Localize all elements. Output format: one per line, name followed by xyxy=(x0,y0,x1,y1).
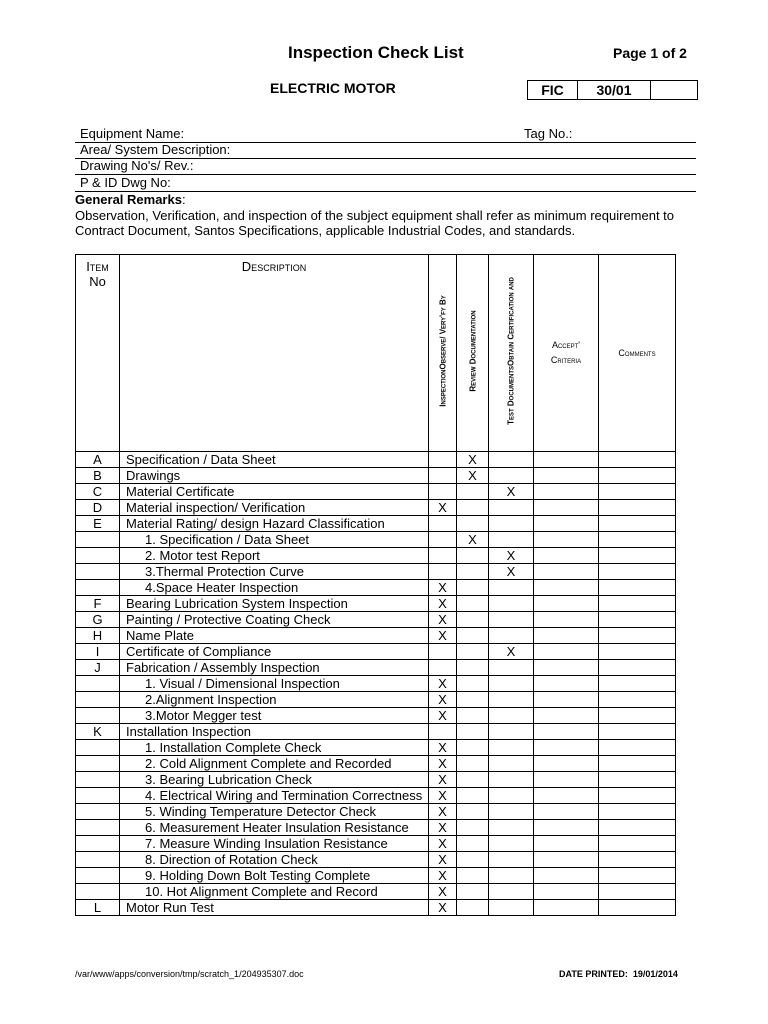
accept-criteria-cell xyxy=(534,532,599,548)
area-system-line xyxy=(75,142,696,159)
review-mark xyxy=(457,692,489,708)
table-row xyxy=(76,548,676,564)
test-mark xyxy=(489,660,534,676)
pid-label: P & ID Dwg No: xyxy=(80,175,171,190)
general-remarks-heading: General Remarks: xyxy=(75,192,186,207)
col-item-header: Item No xyxy=(76,255,120,452)
col-description-header: Description xyxy=(120,255,429,452)
comments-cell xyxy=(599,468,676,484)
inspection-mark: X xyxy=(429,884,457,900)
doc-code-number: 30/01 xyxy=(578,81,651,99)
review-mark: X xyxy=(457,468,489,484)
inspection-mark xyxy=(429,452,457,468)
review-mark xyxy=(457,868,489,884)
date-printed: DATE PRINTED: 19/01/2014 xyxy=(559,969,678,979)
accept-criteria-cell xyxy=(534,756,599,772)
comments-cell xyxy=(599,756,676,772)
accept-criteria-cell xyxy=(534,628,599,644)
table-row xyxy=(76,868,676,884)
item-description: 2. Motor test Report xyxy=(120,548,429,564)
test-mark xyxy=(489,628,534,644)
accept-criteria-cell xyxy=(534,884,599,900)
inspection-mark: X xyxy=(429,708,457,724)
item-description: Material Certificate xyxy=(120,484,429,500)
inspection-mark xyxy=(429,548,457,564)
review-mark xyxy=(457,788,489,804)
item-no: I xyxy=(76,644,120,660)
inspection-mark: X xyxy=(429,756,457,772)
accept-criteria-cell xyxy=(534,692,599,708)
item-description: Motor Run Test xyxy=(120,900,429,916)
accept-criteria-cell xyxy=(534,548,599,564)
item-description: 1. Visual / Dimensional Inspection xyxy=(120,676,429,692)
review-mark xyxy=(457,484,489,500)
inspection-mark xyxy=(429,484,457,500)
review-mark xyxy=(457,580,489,596)
review-mark xyxy=(457,596,489,612)
comments-cell xyxy=(599,500,676,516)
comments-cell xyxy=(599,676,676,692)
table-row xyxy=(76,836,676,852)
test-mark xyxy=(489,596,534,612)
accept-criteria-cell xyxy=(534,484,599,500)
test-mark xyxy=(489,820,534,836)
item-no xyxy=(76,756,120,772)
inspection-mark: X xyxy=(429,612,457,628)
table-row xyxy=(76,516,676,532)
item-description: Name Plate xyxy=(120,628,429,644)
item-description: 10. Hot Alignment Complete and Record xyxy=(120,884,429,900)
table-row xyxy=(76,820,676,836)
item-description: Certificate of Compliance xyxy=(120,644,429,660)
test-mark xyxy=(489,772,534,788)
item-no xyxy=(76,532,120,548)
item-description: 3. Bearing Lubrication Check xyxy=(120,772,429,788)
review-mark xyxy=(457,756,489,772)
table-row xyxy=(76,772,676,788)
item-no xyxy=(76,788,120,804)
table-row xyxy=(76,724,676,740)
item-no xyxy=(76,708,120,724)
col-test-header: Test DocumentsObtain Certification and xyxy=(489,255,534,452)
review-mark xyxy=(457,564,489,580)
item-no xyxy=(76,852,120,868)
inspection-mark: X xyxy=(429,692,457,708)
item-no xyxy=(76,868,120,884)
review-mark xyxy=(457,644,489,660)
item-description: 7. Measure Winding Insulation Resistance xyxy=(120,836,429,852)
review-mark xyxy=(457,740,489,756)
item-no: D xyxy=(76,500,120,516)
table-row xyxy=(76,580,676,596)
comments-cell xyxy=(599,660,676,676)
item-description: Drawings xyxy=(120,468,429,484)
test-mark: X xyxy=(489,484,534,500)
item-description: Material Rating/ design Hazard Classification xyxy=(120,516,429,532)
comments-cell xyxy=(599,692,676,708)
item-description: Material inspection/ Verification xyxy=(120,500,429,516)
item-no: L xyxy=(76,900,120,916)
test-mark xyxy=(489,500,534,516)
inspection-mark: X xyxy=(429,836,457,852)
item-description: 5. Winding Temperature Detector Check xyxy=(120,804,429,820)
table-row xyxy=(76,884,676,900)
drawing-label: Drawing No's/ Rev.: xyxy=(80,158,194,173)
review-mark xyxy=(457,772,489,788)
inspection-mark xyxy=(429,724,457,740)
table-row xyxy=(76,756,676,772)
item-description: Fabrication / Assembly Inspection xyxy=(120,660,429,676)
test-mark xyxy=(489,836,534,852)
inspection-mark: X xyxy=(429,804,457,820)
item-no xyxy=(76,836,120,852)
col-comments-header: Comments xyxy=(599,255,676,452)
comments-cell xyxy=(599,772,676,788)
col-review-header: Review Documentation xyxy=(457,255,489,452)
doc-code-box xyxy=(527,80,698,100)
comments-cell xyxy=(599,532,676,548)
item-description: 8. Direction of Rotation Check xyxy=(120,852,429,868)
review-mark xyxy=(457,820,489,836)
inspection-mark: X xyxy=(429,596,457,612)
comments-cell xyxy=(599,852,676,868)
accept-criteria-cell xyxy=(534,852,599,868)
inspection-mark xyxy=(429,532,457,548)
item-description: 1. Installation Complete Check xyxy=(120,740,429,756)
item-no: E xyxy=(76,516,120,532)
table-row xyxy=(76,708,676,724)
accept-criteria-cell xyxy=(534,516,599,532)
test-mark xyxy=(489,788,534,804)
inspection-mark: X xyxy=(429,868,457,884)
item-description: Painting / Protective Coating Check xyxy=(120,612,429,628)
table-row xyxy=(76,660,676,676)
comments-cell xyxy=(599,804,676,820)
inspection-mark: X xyxy=(429,772,457,788)
item-description: 3.Thermal Protection Curve xyxy=(120,564,429,580)
table-row xyxy=(76,532,676,548)
comments-cell xyxy=(599,868,676,884)
item-no: B xyxy=(76,468,120,484)
test-mark: X xyxy=(489,564,534,580)
item-no: F xyxy=(76,596,120,612)
accept-criteria-cell xyxy=(534,836,599,852)
table-row xyxy=(76,852,676,868)
item-description: Installation Inspection xyxy=(120,724,429,740)
accept-criteria-cell xyxy=(534,868,599,884)
test-mark xyxy=(489,868,534,884)
item-description: 6. Measurement Heater Insulation Resistance xyxy=(120,820,429,836)
test-mark xyxy=(489,692,534,708)
accept-criteria-cell xyxy=(534,804,599,820)
comments-cell xyxy=(599,484,676,500)
table-row xyxy=(76,676,676,692)
review-mark xyxy=(457,548,489,564)
checklist-table xyxy=(75,254,676,916)
review-mark xyxy=(457,676,489,692)
test-mark xyxy=(489,612,534,628)
test-mark xyxy=(489,884,534,900)
test-mark xyxy=(489,804,534,820)
accept-criteria-cell xyxy=(534,660,599,676)
inspection-mark: X xyxy=(429,900,457,916)
review-mark: X xyxy=(457,452,489,468)
review-mark: X xyxy=(457,532,489,548)
tag-no-label: Tag No.: xyxy=(524,126,573,141)
item-no: G xyxy=(76,612,120,628)
table-row xyxy=(76,740,676,756)
inspection-mark: X xyxy=(429,820,457,836)
item-no xyxy=(76,564,120,580)
page-title: Inspection Check List xyxy=(288,43,464,62)
accept-criteria-cell xyxy=(534,644,599,660)
comments-cell xyxy=(599,788,676,804)
review-mark xyxy=(457,804,489,820)
review-mark xyxy=(457,628,489,644)
item-no xyxy=(76,884,120,900)
accept-criteria-cell xyxy=(534,612,599,628)
comments-cell xyxy=(599,836,676,852)
comments-cell xyxy=(599,708,676,724)
pid-line xyxy=(75,175,696,192)
inspection-mark xyxy=(429,516,457,532)
item-no xyxy=(76,740,120,756)
accept-criteria-cell xyxy=(534,564,599,580)
accept-criteria-cell xyxy=(534,452,599,468)
item-no xyxy=(76,692,120,708)
test-mark xyxy=(489,708,534,724)
accept-criteria-cell xyxy=(534,500,599,516)
document-subtitle: ELECTRIC MOTOR xyxy=(270,80,396,96)
table-row xyxy=(76,500,676,516)
test-mark xyxy=(489,468,534,484)
area-system-label: Area/ System Description: xyxy=(80,142,231,157)
review-mark xyxy=(457,612,489,628)
general-remarks-text: Observation, Verification, and inspection of the subject equipment shall refer as minimum requirement to Contract Document, Santos Specifications, applicable Industrial Codes, and standards. xyxy=(75,208,675,238)
review-mark xyxy=(457,724,489,740)
drawing-line xyxy=(75,158,696,175)
review-mark xyxy=(457,660,489,676)
comments-cell xyxy=(599,452,676,468)
accept-criteria-cell xyxy=(534,740,599,756)
comments-cell xyxy=(599,644,676,660)
table-row xyxy=(76,564,676,580)
inspection-mark: X xyxy=(429,852,457,868)
item-description: 4.Space Heater Inspection xyxy=(120,580,429,596)
inspection-mark: X xyxy=(429,676,457,692)
item-no xyxy=(76,676,120,692)
accept-criteria-cell xyxy=(534,772,599,788)
comments-cell xyxy=(599,612,676,628)
item-no xyxy=(76,804,120,820)
col-inspection-header: InspectionObserve/ Very'fy By xyxy=(429,255,457,452)
file-path: /var/www/apps/conversion/tmp/scratch_1/204935307.doc xyxy=(75,969,304,979)
table-row xyxy=(76,452,676,468)
comments-cell xyxy=(599,548,676,564)
comments-cell xyxy=(599,516,676,532)
review-mark xyxy=(457,900,489,916)
test-mark: X xyxy=(489,644,534,660)
test-mark xyxy=(489,852,534,868)
comments-cell xyxy=(599,820,676,836)
equipment-name-line xyxy=(75,126,696,143)
comments-cell xyxy=(599,900,676,916)
table-row xyxy=(76,692,676,708)
test-mark xyxy=(489,580,534,596)
accept-criteria-cell xyxy=(534,708,599,724)
inspection-mark xyxy=(429,564,457,580)
item-description: Specification / Data Sheet xyxy=(120,452,429,468)
equipment-name-label: Equipment Name: xyxy=(80,126,185,141)
item-description: 3.Motor Megger test xyxy=(120,708,429,724)
page-number: Page 1 of 2 xyxy=(613,45,687,61)
item-description: 4. Electrical Wiring and Termination Correctness xyxy=(120,788,429,804)
test-mark xyxy=(489,532,534,548)
inspection-mark xyxy=(429,660,457,676)
test-mark xyxy=(489,452,534,468)
comments-cell xyxy=(599,628,676,644)
inspection-mark xyxy=(429,644,457,660)
item-no: A xyxy=(76,452,120,468)
comments-cell xyxy=(599,724,676,740)
test-mark xyxy=(489,756,534,772)
table-row xyxy=(76,788,676,804)
comments-cell xyxy=(599,564,676,580)
review-mark xyxy=(457,852,489,868)
comments-cell xyxy=(599,740,676,756)
item-no xyxy=(76,548,120,564)
item-no: K xyxy=(76,724,120,740)
inspection-mark: X xyxy=(429,740,457,756)
table-row xyxy=(76,628,676,644)
col-accept-header: Accept' Criteria xyxy=(534,255,599,452)
inspection-mark: X xyxy=(429,628,457,644)
comments-cell xyxy=(599,580,676,596)
accept-criteria-cell xyxy=(534,596,599,612)
item-no: J xyxy=(76,660,120,676)
test-mark xyxy=(489,740,534,756)
doc-code-extra xyxy=(651,81,697,99)
item-no xyxy=(76,772,120,788)
test-mark xyxy=(489,900,534,916)
table-row xyxy=(76,484,676,500)
item-description: 9. Holding Down Bolt Testing Complete xyxy=(120,868,429,884)
table-row xyxy=(76,804,676,820)
table-row xyxy=(76,644,676,660)
doc-code-prefix: FIC xyxy=(528,81,578,99)
review-mark xyxy=(457,884,489,900)
accept-criteria-cell xyxy=(534,676,599,692)
test-mark xyxy=(489,516,534,532)
test-mark xyxy=(489,724,534,740)
inspection-mark: X xyxy=(429,788,457,804)
item-no: H xyxy=(76,628,120,644)
review-mark xyxy=(457,500,489,516)
comments-cell xyxy=(599,884,676,900)
accept-criteria-cell xyxy=(534,468,599,484)
item-description: 2. Cold Alignment Complete and Recorded xyxy=(120,756,429,772)
accept-criteria-cell xyxy=(534,820,599,836)
accept-criteria-cell xyxy=(534,900,599,916)
review-mark xyxy=(457,708,489,724)
item-no: C xyxy=(76,484,120,500)
item-description: 2.Alignment Inspection xyxy=(120,692,429,708)
item-description: 1. Specification / Data Sheet xyxy=(120,532,429,548)
inspection-mark xyxy=(429,468,457,484)
inspection-mark: X xyxy=(429,500,457,516)
test-mark xyxy=(489,676,534,692)
table-row xyxy=(76,468,676,484)
accept-criteria-cell xyxy=(534,788,599,804)
accept-criteria-cell xyxy=(534,580,599,596)
comments-cell xyxy=(599,596,676,612)
table-row xyxy=(76,900,676,916)
review-mark xyxy=(457,516,489,532)
accept-criteria-cell xyxy=(534,724,599,740)
test-mark: X xyxy=(489,548,534,564)
inspection-mark: X xyxy=(429,580,457,596)
table-row xyxy=(76,596,676,612)
review-mark xyxy=(457,836,489,852)
item-no xyxy=(76,820,120,836)
item-description: Bearing Lubrication System Inspection xyxy=(120,596,429,612)
item-no xyxy=(76,580,120,596)
table-row xyxy=(76,612,676,628)
